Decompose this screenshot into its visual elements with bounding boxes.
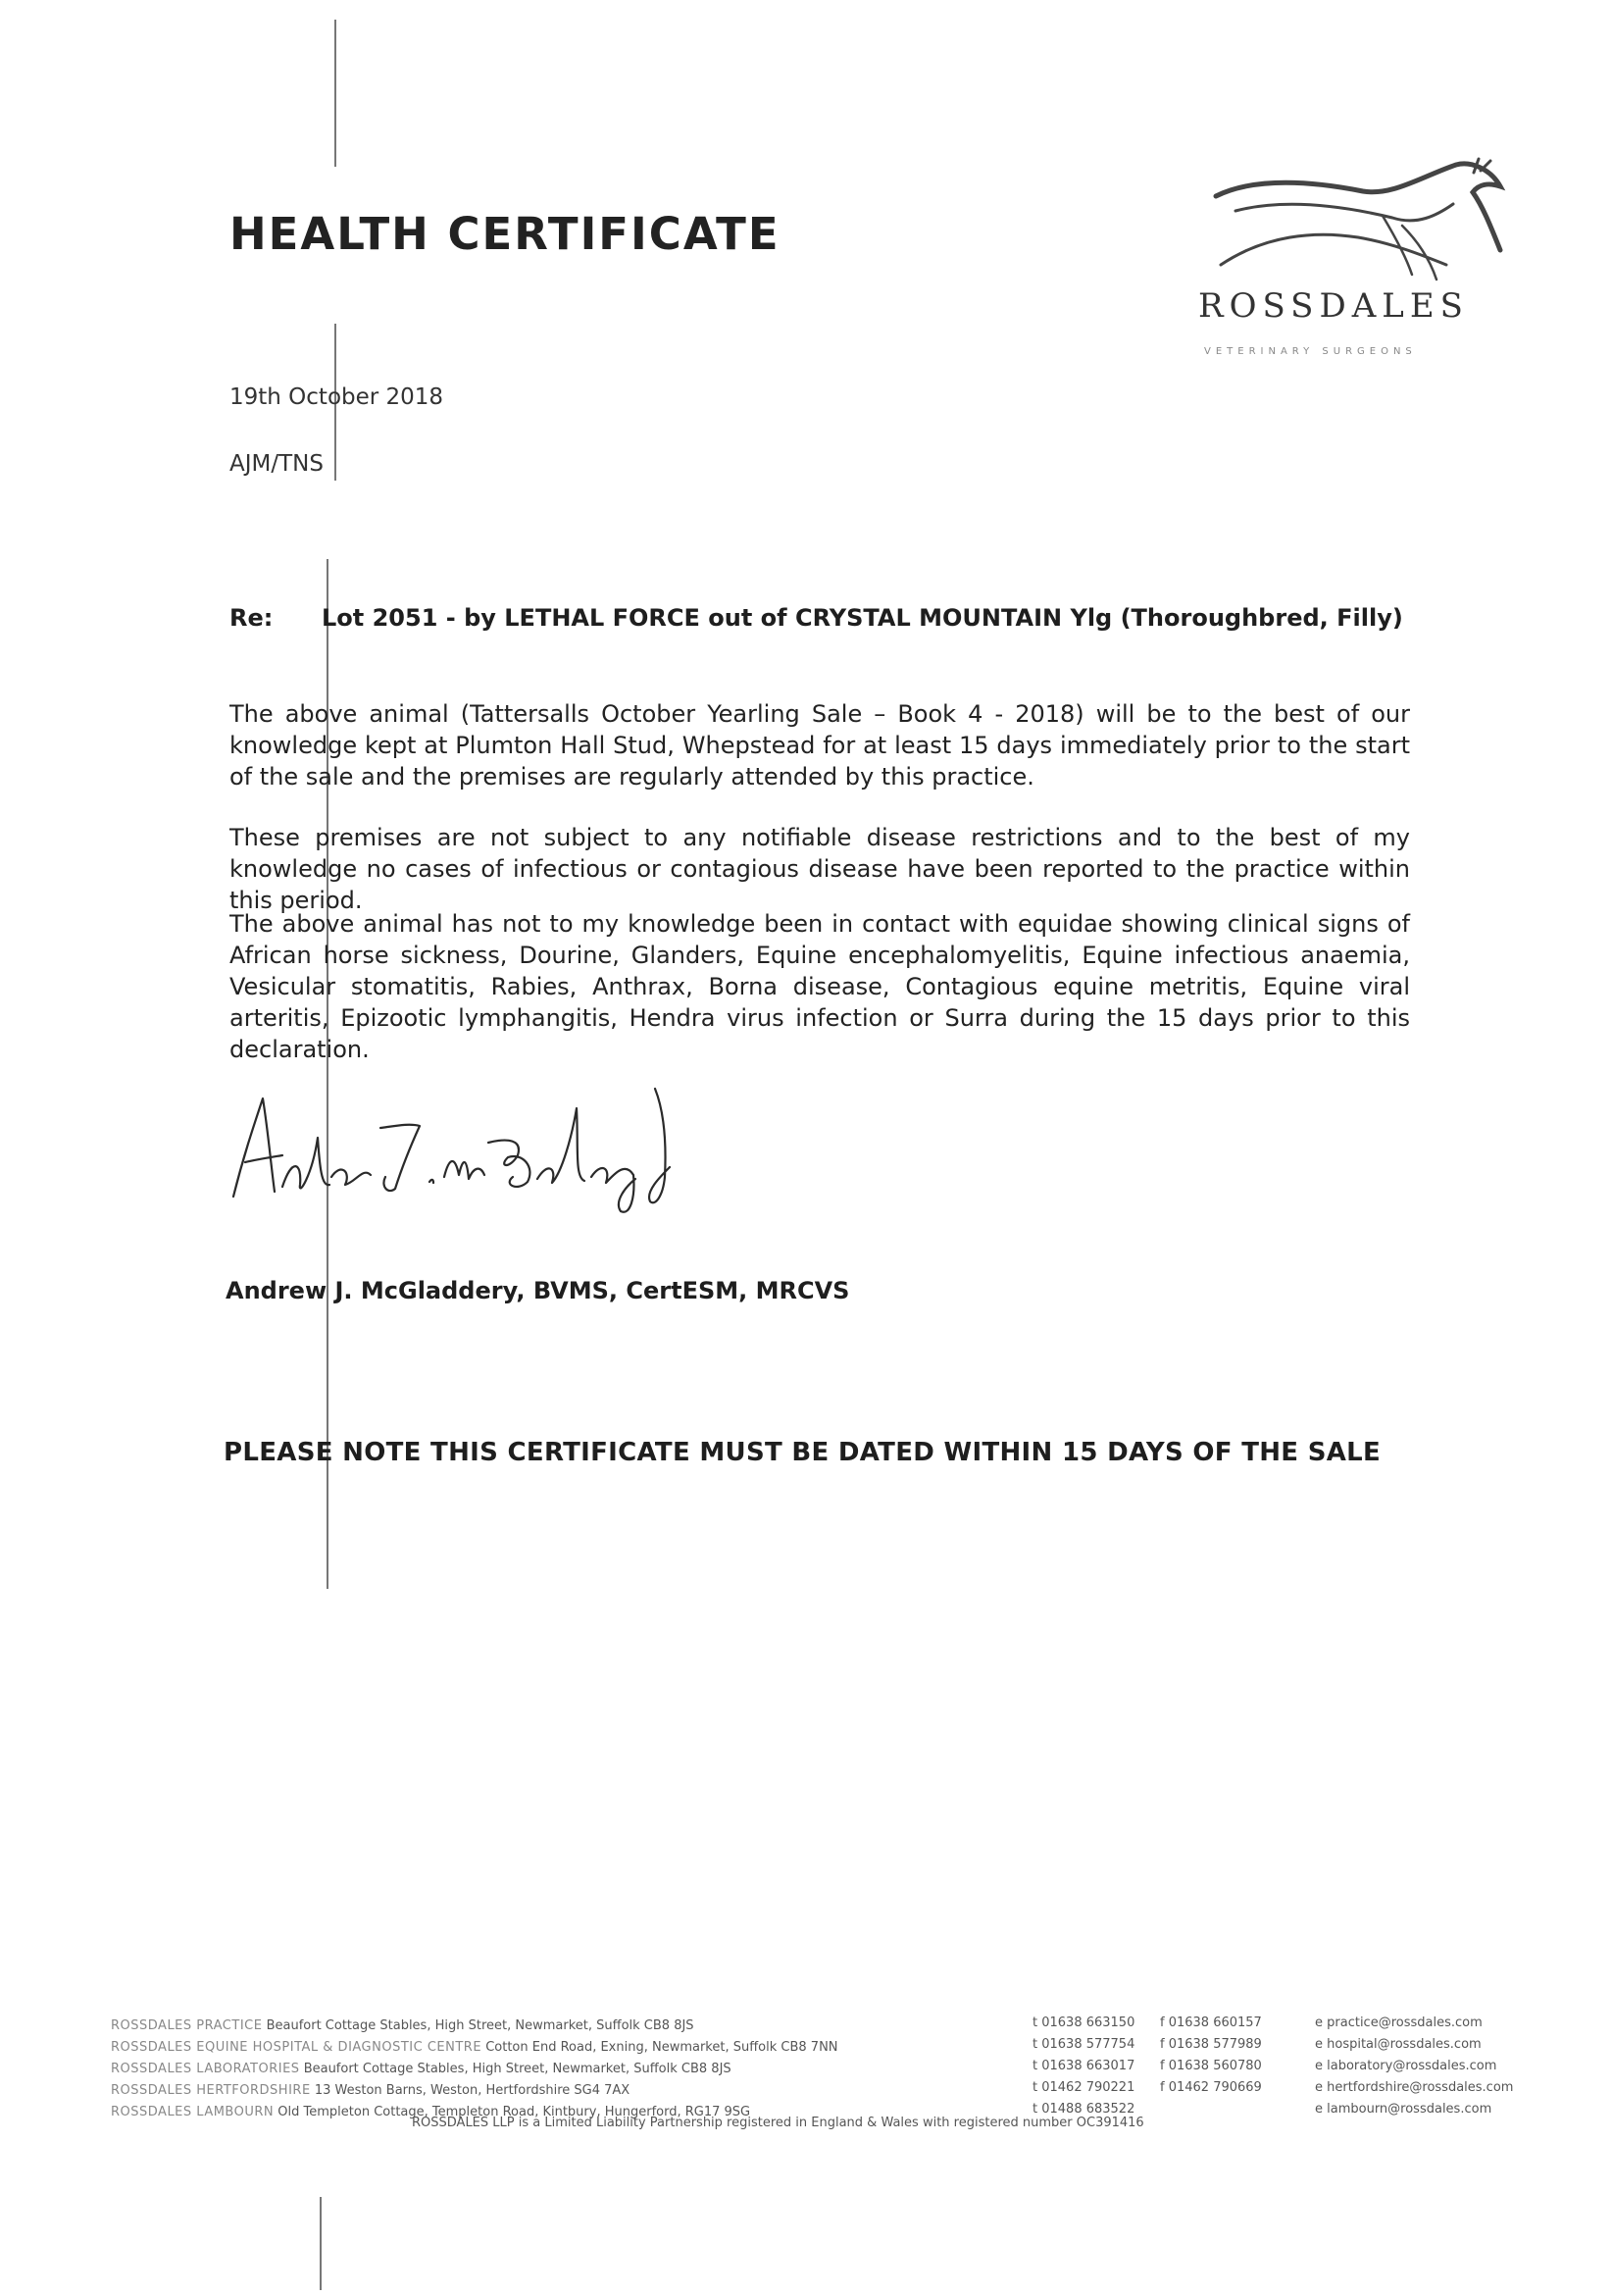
- body-paragraph: The above animal has not to my knowledge been in contact with equidae showing clinical signs of African horse sickness, Dourine, Glanders, Equine encephalomyelitis, Equine infectious anaemia, Vesicular stomatitis, Rabies, Anthrax, Borna disease, Contagious equine metritis, Equine viral arteritis, Epizootic lymphangitis, Hendra virus infection or Surra during the 15 days prior to this declaration.: [229, 910, 1410, 1063]
- scan-line: [320, 2197, 322, 2290]
- rossdales-logo: [1196, 157, 1520, 288]
- footer-fax: f 01638 560780: [1160, 2059, 1262, 2073]
- body-paragraph: These premises are not subject to any notifiable disease restrictions and to the best of my knowledge no cases of infectious or contagious disease have been reported to the practice within this period.: [229, 824, 1410, 914]
- footer-tel: t 01638 577754: [1033, 2037, 1135, 2052]
- footer-entry: [111, 2059, 731, 2080]
- footer-entry-name: ROSSDALES LABORATORIES: [111, 2062, 300, 2076]
- footer-entry-address: Beaufort Cottage Stables, High Street, Newmarket, Suffolk CB8 8JS: [303, 2062, 731, 2076]
- footer-entry-address: 13 Weston Barns, Weston, Hertfordshire SG4 7AX: [314, 2083, 630, 2098]
- lot-subject: Lot 2051 - by LETHAL FORCE out of CRYSTAL MOUNTAIN Ylg (Thoroughbred, Filly): [322, 604, 1403, 632]
- footer-entry: [111, 2080, 630, 2102]
- body-paragraph: The above animal (Tattersalls October Yearling Sale – Book 4 - 2018) will be to the best of our knowledge kept at Plumton Hall Stud, Whepstead for at least 15 days immediately prior to the start of the sale and the premises are regularly attended by this practice.: [229, 700, 1410, 791]
- footer-entry-name: ROSSDALES EQUINE HOSPITAL & DIAGNOSTIC CENTRE: [111, 2040, 482, 2055]
- logo-tagline: VETERINARY SURGEONS: [1204, 346, 1417, 357]
- footer-entry-name: ROSSDALES HERTFORDSHIRE: [111, 2083, 311, 2098]
- footer-entry-address: Beaufort Cottage Stables, High Street, Newmarket, Suffolk CB8 8JS: [266, 2018, 694, 2033]
- footer-entry: [111, 2015, 694, 2037]
- footer-email: e lambourn@rossdales.com: [1315, 2102, 1492, 2117]
- logo-name: ROSSDALES: [1198, 286, 1469, 326]
- scan-line: [334, 20, 336, 167]
- footer-email: e hospital@rossdales.com: [1315, 2037, 1482, 2052]
- re-label: Re:: [229, 604, 274, 632]
- footer-entry-address: Old Templeton Cottage, Templeton Road, Kintbury, Hungerford, RG17 9SG: [277, 2105, 751, 2119]
- footer-email: e practice@rossdales.com: [1315, 2015, 1483, 2030]
- page-title: HEALTH CERTIFICATE: [229, 208, 781, 260]
- footer-fax: f 01462 790669: [1160, 2080, 1262, 2095]
- footer-email: e laboratory@rossdales.com: [1315, 2059, 1497, 2073]
- footer-tel: t 01638 663017: [1033, 2059, 1135, 2073]
- footer-fax: f 01638 577989: [1160, 2037, 1262, 2052]
- footer-entry-name: ROSSDALES PRACTICE: [111, 2018, 263, 2033]
- footer-email: e hertfordshire@rossdales.com: [1315, 2080, 1514, 2095]
- document-date: 19th October 2018: [229, 384, 444, 410]
- footer-entry-name: ROSSDALES LAMBOURN: [111, 2105, 275, 2119]
- footer-tel: t 01488 683522: [1033, 2102, 1135, 2117]
- footer-entry-address: Cotton End Road, Exning, Newmarket, Suffolk CB8 7NN: [485, 2040, 838, 2055]
- footer-tel: t 01462 790221: [1033, 2080, 1135, 2095]
- handwritten-signature-icon: [224, 1069, 684, 1216]
- sale-notice: PLEASE NOTE THIS CERTIFICATE MUST BE DATED WITHIN 15 DAYS OF THE SALE: [224, 1438, 1382, 1467]
- footer-legal: ROSSDALES LLP is a Limited Liability Partnership registered in England & Wales with registered number OC391416: [412, 2116, 1144, 2130]
- document-reference: AJM/TNS: [229, 451, 324, 477]
- signer-name: Andrew J. McGladdery, BVMS, CertESM, MRCVS: [226, 1277, 850, 1304]
- footer-fax: f 01638 660157: [1160, 2015, 1262, 2030]
- horse-logo-icon: [1196, 157, 1520, 284]
- footer-tel: t 01638 663150: [1033, 2015, 1135, 2030]
- signature: [224, 1069, 684, 1220]
- footer-entry: [111, 2037, 838, 2059]
